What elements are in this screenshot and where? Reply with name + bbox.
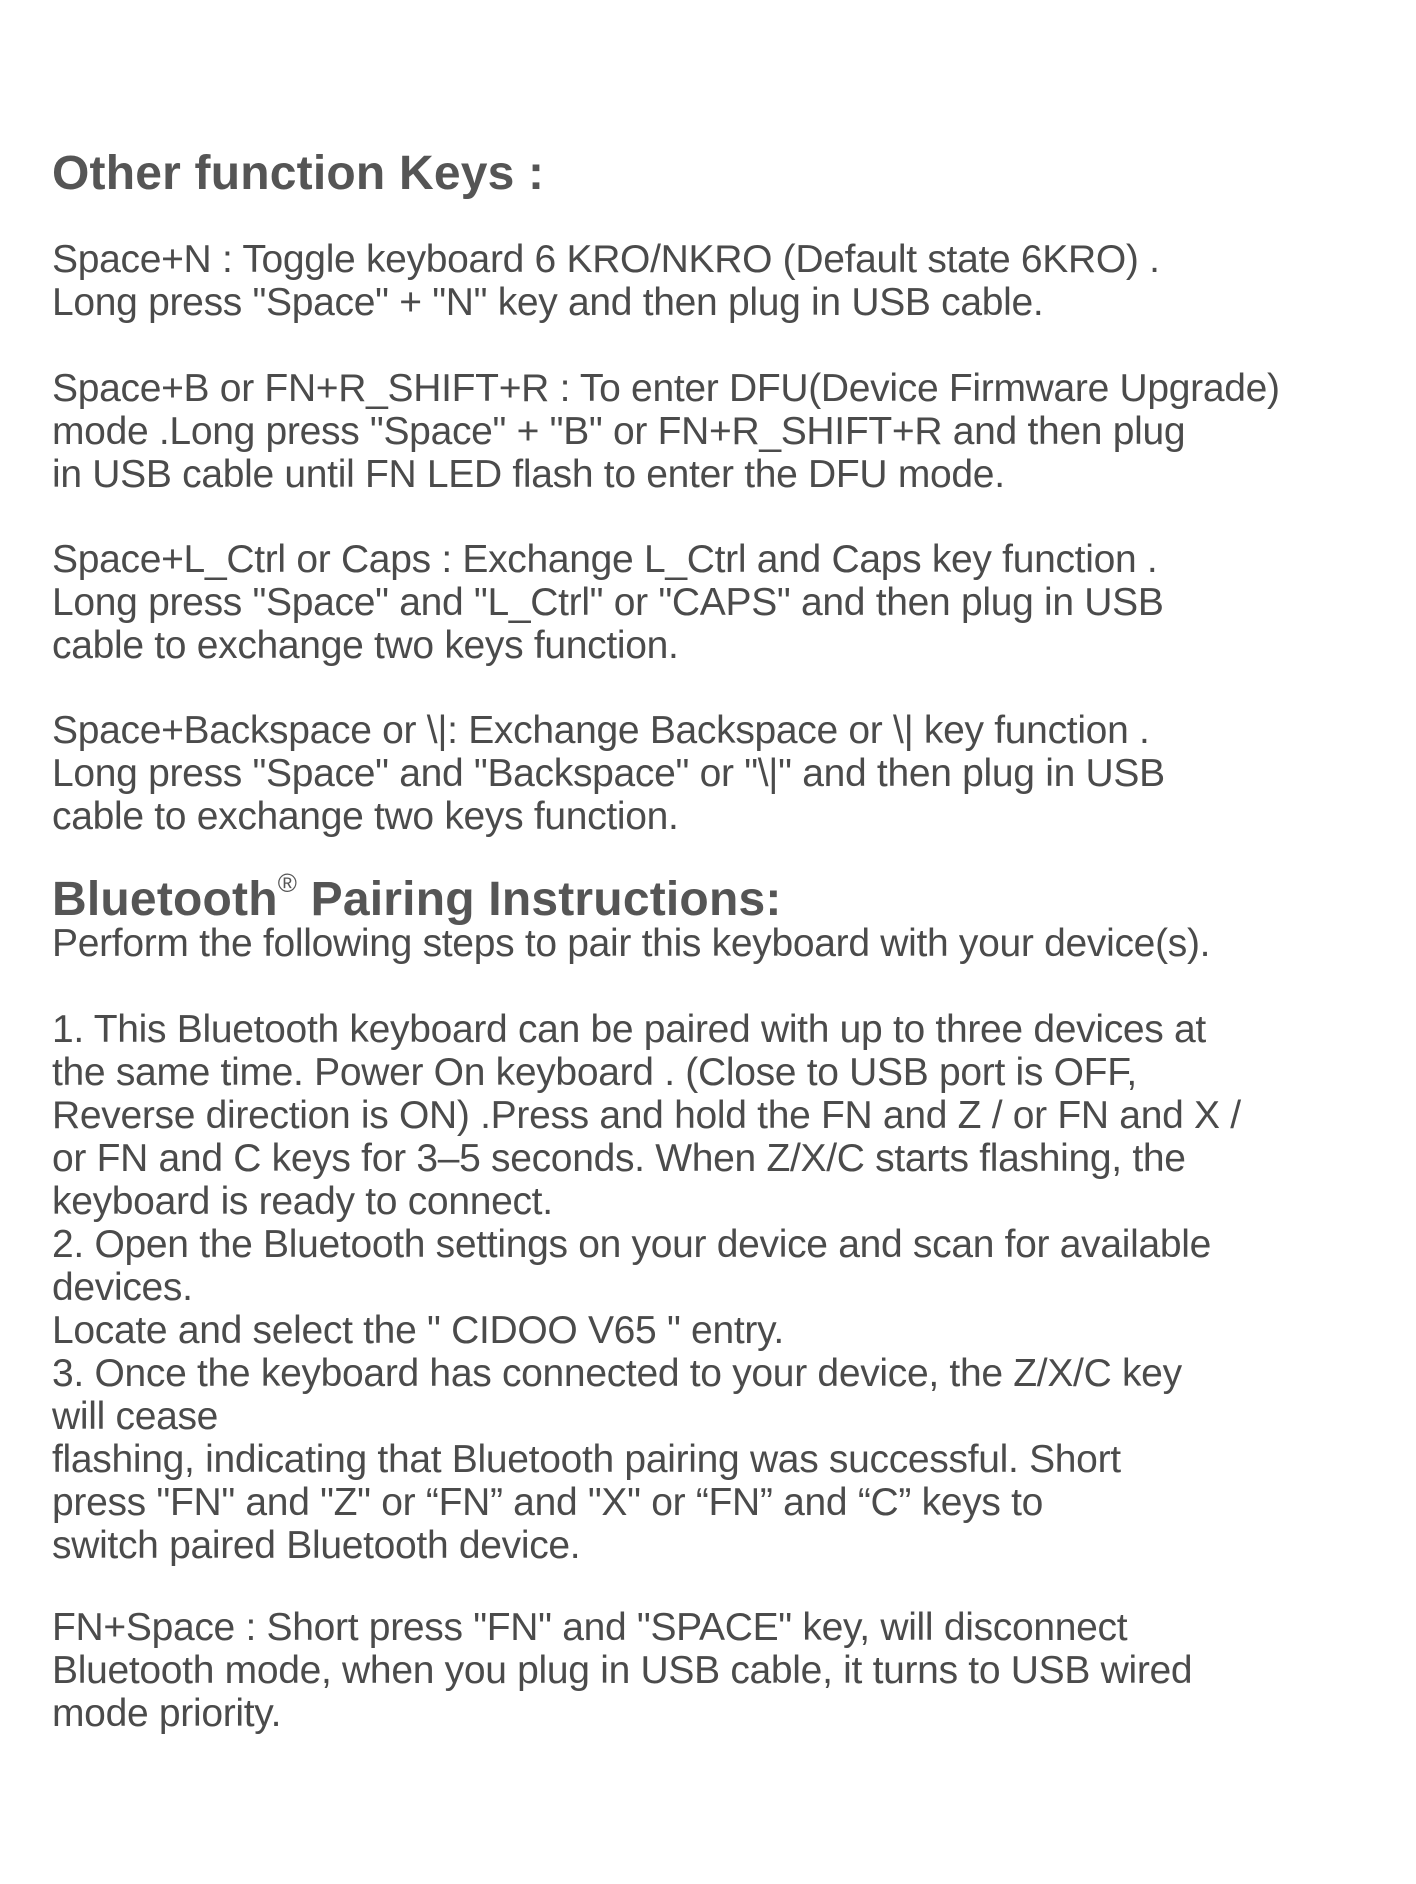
text-line: Long press "Space" and "Backspace" or "\|" and then plug in USB <box>52 752 1165 795</box>
registered-mark: ® <box>277 868 298 898</box>
heading-bluetooth-pairing <box>52 868 782 927</box>
text-line: Bluetooth mode, when you plug in USB cable, it turns to USB wired <box>52 1649 1193 1692</box>
text-line: in USB cable until FN LED flash to enter the DFU mode. <box>52 453 1005 496</box>
text-line: Long press "Space" and "L_Ctrl" or "CAPS" and then plug in USB <box>52 581 1164 624</box>
text-line: devices. <box>52 1266 193 1309</box>
text-line: Space+B or FN+R_SHIFT+R : To enter DFU(Device Firmware Upgrade) <box>52 367 1280 410</box>
text-line: Space+N : Toggle keyboard 6 KRO/NKRO (Default state 6KRO) . <box>52 238 1160 281</box>
paragraph-space-n <box>52 238 1160 324</box>
text-line: will cease <box>52 1395 219 1438</box>
text-line: 2. Open the Bluetooth settings on your device and scan for available <box>52 1223 1212 1266</box>
text-line: 3. Once the keyboard has connected to your device, the Z/X/C key <box>52 1352 1182 1395</box>
paragraph-space-backspace <box>52 709 1165 838</box>
text-line: mode priority. <box>52 1692 282 1735</box>
paragraph-pairing-intro <box>52 922 1210 965</box>
text-line: switch paired Bluetooth device. <box>52 1524 581 1567</box>
text-line: Long press "Space" + "N" key and then plug in USB cable. <box>52 281 1044 324</box>
text-line: press "FN" and "Z" or “FN” and "X" or “FN” and “C” keys to <box>52 1481 1044 1524</box>
text-line: Reverse direction is ON) .Press and hold the FN and Z / or FN and X / <box>52 1094 1241 1137</box>
text-line: mode .Long press "Space" + "B" or FN+R_SHIFT+R and then plug <box>52 410 1186 453</box>
paragraph-space-b-dfu <box>52 367 1280 496</box>
text-line: Space+L_Ctrl or Caps : Exchange L_Ctrl and Caps key function . <box>52 538 1158 581</box>
heading-bluetooth-word: Bluetooth <box>52 873 278 926</box>
heading-other-function-keys: Other function Keys : <box>52 147 545 200</box>
text-line: or FN and C keys for 3–5 seconds. When Z/X/C starts flashing, the <box>52 1137 1186 1180</box>
text-line: Locate and select the " CIDOO V65 " entry. <box>52 1309 784 1352</box>
paragraph-space-lctrl-caps <box>52 538 1164 667</box>
text-line: cable to exchange two keys function. <box>52 795 679 838</box>
text-line: FN+Space : Short press "FN" and "SPACE" key, will disconnect <box>52 1606 1128 1649</box>
text-line: the same time. Power On keyboard . (Close to USB port is OFF, <box>52 1051 1137 1094</box>
text-line: Space+Backspace or \|: Exchange Backspace or \| key function . <box>52 709 1150 752</box>
pairing-steps <box>52 1008 1241 1567</box>
heading-pairing-instructions: Pairing Instructions: <box>297 873 782 926</box>
text-line: cable to exchange two keys function. <box>52 624 679 667</box>
text-line: keyboard is ready to connect. <box>52 1180 553 1223</box>
text-line: 1. This Bluetooth keyboard can be paired with up to three devices at <box>52 1008 1206 1051</box>
text-line: flashing, indicating that Bluetooth pairing was successful. Short <box>52 1438 1121 1481</box>
text-line: Perform the following steps to pair this keyboard with your device(s). <box>52 922 1211 965</box>
paragraph-fn-space <box>52 1606 1192 1735</box>
